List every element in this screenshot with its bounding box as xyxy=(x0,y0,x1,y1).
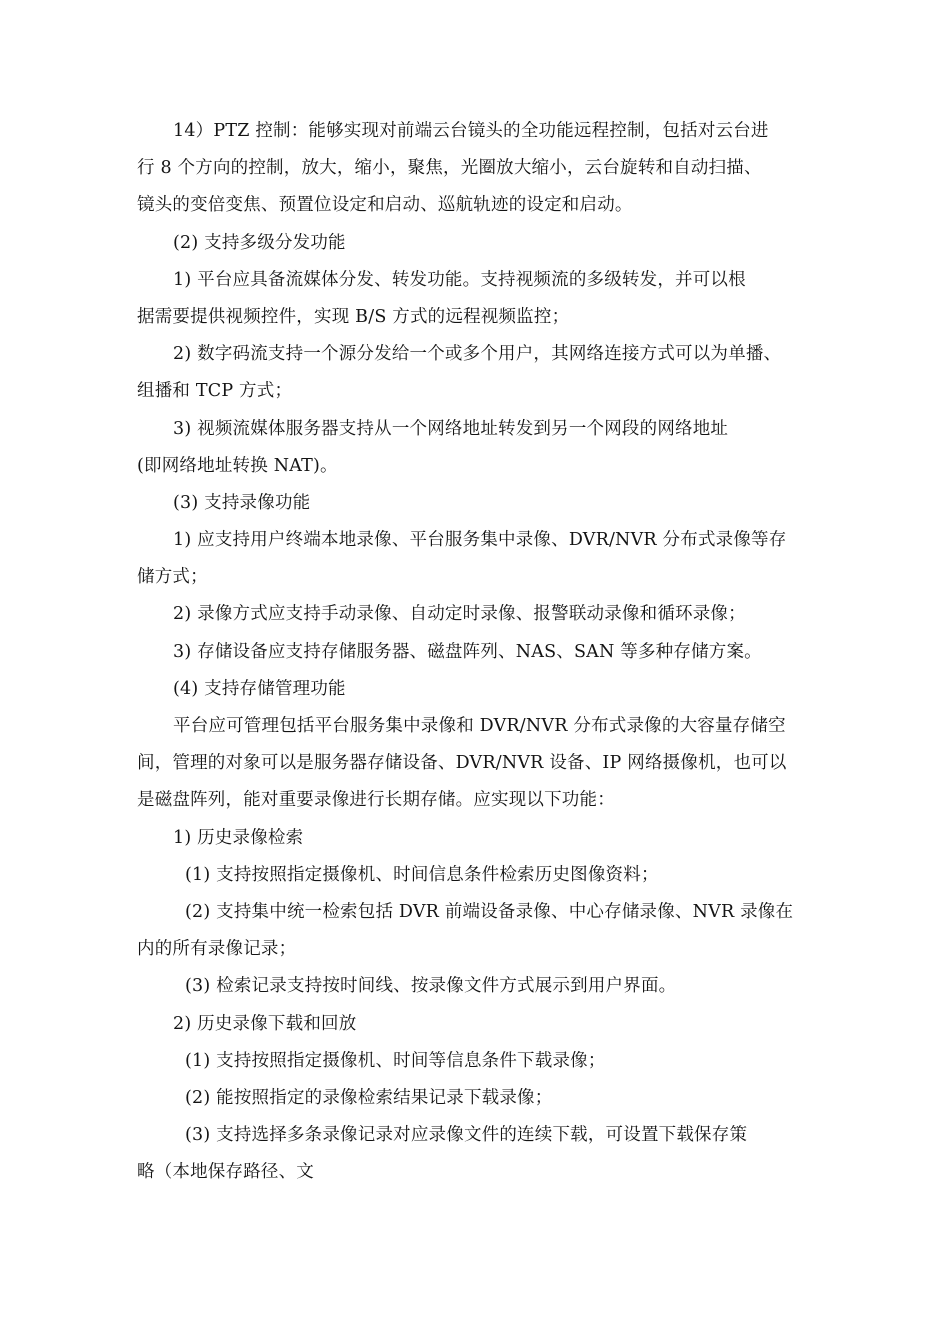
paragraph-line: 略（本地保存路径、文 xyxy=(137,1162,314,1183)
paragraph-line: 2) 录像方式应支持手动录像、自动定时录像、报警联动录像和循环录像； xyxy=(173,604,746,625)
paragraph xyxy=(137,522,837,596)
paragraph xyxy=(137,113,837,225)
paragraph-line: (3) 支持选择多条录像记录对应录像文件的连续下载，可设置下载保存策 xyxy=(185,1125,748,1146)
document-body xyxy=(137,113,837,1191)
paragraph xyxy=(137,968,837,1005)
paragraph-line: 据需要提供视频控件，实现 B/S 方式的远程视频监控； xyxy=(137,306,570,327)
paragraph-line: 镜头的变倍变焦、预置位设定和启动、巡航轨迹的设定和启动。 xyxy=(137,195,633,216)
paragraph xyxy=(137,857,837,894)
paragraph xyxy=(137,671,837,708)
paragraph-line: (2) 支持多级分发功能 xyxy=(173,232,346,253)
paragraph-line: 3) 视频流媒体服务器支持从一个网络地址转发到另一个网段的网络地址 xyxy=(173,418,729,439)
paragraph-line: 2) 历史录像下载和回放 xyxy=(173,1013,357,1034)
paragraph xyxy=(137,411,837,485)
paragraph-line: 2) 数字码流支持一个源分发给一个或多个用户，其网络连接方式可以为单播、 xyxy=(173,344,782,365)
paragraph-line: 储方式； xyxy=(137,567,208,588)
paragraph xyxy=(137,1006,837,1043)
paragraph xyxy=(137,262,837,336)
paragraph-line: 1) 历史录像检索 xyxy=(173,827,304,848)
paragraph-line: 1) 平台应具备流媒体分发、转发功能。支持视频流的多级转发，并可以根 xyxy=(173,269,746,290)
paragraph xyxy=(137,225,837,262)
paragraph-line: 平台应可管理包括平台服务集中录像和 DVR/NVR 分布式录像的大容量存储空 xyxy=(173,716,786,736)
paragraph xyxy=(137,708,837,820)
paragraph xyxy=(137,1117,837,1191)
paragraph-line: 是磁盘阵列，能对重要录像进行长期存储。应实现以下功能： xyxy=(137,790,615,811)
paragraph xyxy=(137,596,837,633)
paragraph-line: 间，管理的对象可以是服务器存储设备、DVR/NVR 设备、IP 网络摄像机，也可以 xyxy=(137,753,787,774)
paragraph xyxy=(137,485,837,522)
paragraph-line: 组播和 TCP 方式； xyxy=(137,381,293,402)
paragraph-line: (4) 支持存储管理功能 xyxy=(173,678,346,699)
paragraph-line: 3) 存储设备应支持存储服务器、磁盘阵列、NAS、SAN 等多种存储方案。 xyxy=(173,641,762,662)
paragraph-line: 14）PTZ 控制：能够实现对前端云台镜头的全功能远程控制，包括对云台进 xyxy=(173,121,769,141)
paragraph-line: 内的所有录像记录； xyxy=(137,939,297,960)
paragraph xyxy=(137,336,837,410)
paragraph-line: (2) 能按照指定的录像检索结果记录下载录像； xyxy=(185,1087,553,1108)
paragraph xyxy=(137,820,837,857)
paragraph-line: (1) 支持按照指定摄像机、时间信息条件检索历史图像资料； xyxy=(185,864,659,885)
paragraph-line: (3) 支持录像功能 xyxy=(173,492,311,513)
paragraph-line: (即网络地址转换 NAT)。 xyxy=(137,455,338,476)
paragraph-line: 1) 应支持用户终端本地录像、平台服务集中录像、DVR/NVR 分布式录像等存 xyxy=(173,530,787,551)
paragraph xyxy=(137,1080,837,1117)
paragraph-line: 行 8 个方向的控制，放大，缩小，聚焦，光圈放大缩小，云台旋转和自动扫描、 xyxy=(137,158,762,179)
paragraph-line: (1) 支持按照指定摄像机、时间等信息条件下载录像； xyxy=(185,1050,606,1071)
paragraph-line: (2) 支持集中统一检索包括 DVR 前端设备录像、中心存储录像、NVR 录像在 xyxy=(185,901,794,922)
paragraph xyxy=(137,894,837,968)
paragraph xyxy=(137,1043,837,1080)
paragraph xyxy=(137,634,837,671)
paragraph-line: (3) 检索记录支持按时间线、按录像文件方式展示到用户界面。 xyxy=(185,976,677,997)
